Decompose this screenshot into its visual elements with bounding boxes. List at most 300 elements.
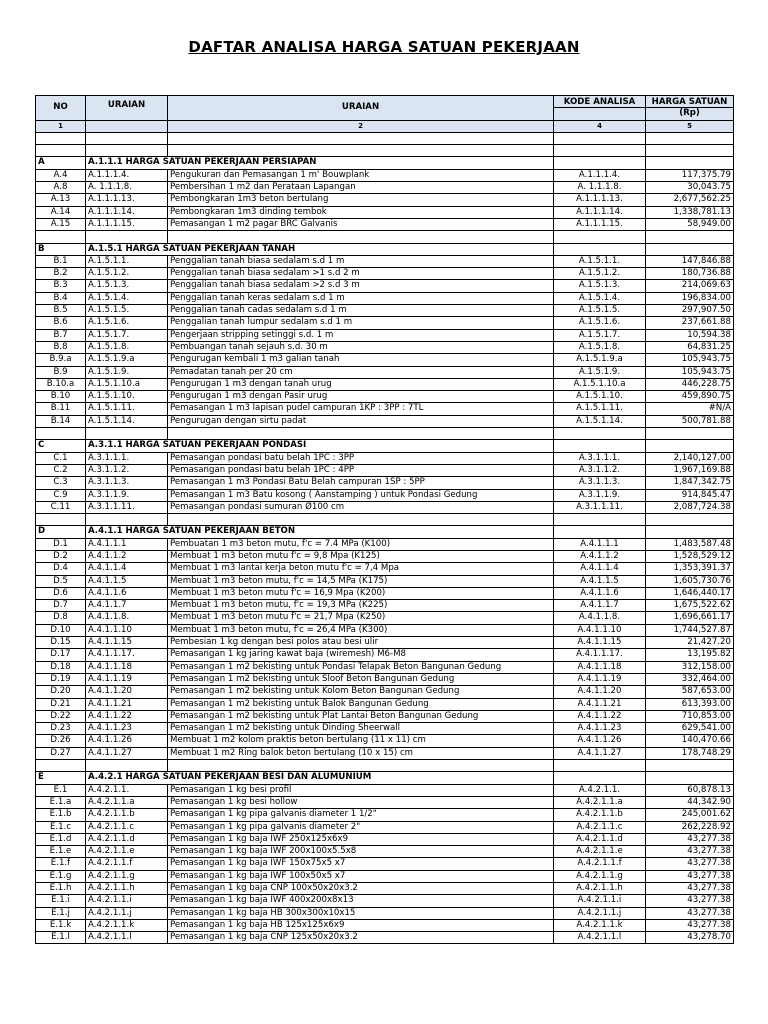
row-harga-satuan: 214,069.63 [646,280,734,292]
row-no: E.1.a [36,796,86,808]
row-harga-satuan: 43,277.38 [646,858,734,870]
row-no: E.1 [36,784,86,796]
row-no: D.1 [36,538,86,550]
row-harga-satuan: 10,594.38 [646,329,734,341]
header-uraian-left: URAIAN [86,96,168,121]
row-code: A.4.2.1.1.f [86,858,168,870]
row-kode-analisa: A.3.1.1.11. [554,501,646,513]
num-uraian: 2 [168,120,554,132]
row-description: Pemasangan 1 m3 lapisan pudel campuran 1KP : 3PP : 7TL [168,403,554,415]
row-harga-satuan: 500,781.88 [646,415,734,427]
blank-cell [554,760,646,772]
row-code: A.1.5.1.7. [86,329,168,341]
num-kode: 4 [554,120,646,132]
table-row [36,354,734,366]
row-kode-analisa: A.4.2.1.1.l [554,932,646,944]
table-row [36,378,734,390]
table-row [36,698,734,710]
row-code: A.4.1.1.4 [86,563,168,575]
row-no: D.20 [36,686,86,698]
row-description: Pemasangan 1 kg baja IWF 200x100x5.5x8 [168,846,554,858]
row-code: A.1.1.1.13. [86,194,168,206]
row-no: B.7 [36,329,86,341]
row-no: D.18 [36,661,86,673]
row-description: Pemadatan tanah per 20 cm [168,366,554,378]
row-kode-analisa: A.4.2.1.1.i [554,895,646,907]
row-harga-satuan: 43,277.38 [646,895,734,907]
row-kode-analisa: A.4.1.1.22 [554,710,646,722]
blank-cell [554,514,646,526]
row-harga-satuan: 43,277.38 [646,833,734,845]
row-no: D.15 [36,637,86,649]
row-no: D.21 [36,698,86,710]
row-no: C.2 [36,464,86,476]
row-kode-analisa: A.4.1.1.18 [554,661,646,673]
row-description: Membuat 1 m2 Ring balok beton bertulang (10 x 15) cm [168,747,554,759]
row-harga-satuan: 1,847,342.75 [646,477,734,489]
row-no: A.14 [36,206,86,218]
row-no: B.3 [36,280,86,292]
row-description: Penggalian tanah cadas sedalam s.d 1 m [168,305,554,317]
row-harga-satuan: 64,831.25 [646,341,734,353]
table-row [36,895,734,907]
row-harga-satuan: 332,464.00 [646,673,734,685]
row-description: Pemasangan 1 kg jaring kawat baja (wiremesh) M6-M8 [168,649,554,661]
row-no: A.15 [36,218,86,230]
row-no: B.9.a [36,354,86,366]
section-kode-blank [554,772,646,784]
row-no: C.11 [36,501,86,513]
blank-cell [86,132,168,144]
row-description: Pengurugan dengan sirtu padat [168,415,554,427]
row-kode-analisa: A.4.1.1.4 [554,563,646,575]
row-harga-satuan: 180,736.88 [646,268,734,280]
table-row [36,280,734,292]
table-row [36,686,734,698]
price-analysis-table [35,95,734,944]
row-code: A.4.2.1.1.c [86,821,168,833]
row-kode-analisa: A.3.1.1.1. [554,452,646,464]
row-harga-satuan: 245,001.62 [646,809,734,821]
row-no: E.1.h [36,883,86,895]
row-kode-analisa: A.4.1.1.20 [554,686,646,698]
row-description: Pengurugan 1 m3 dengan Pasir urug [168,391,554,403]
row-no: D.6 [36,587,86,599]
row-code: A.4.2.1.1.j [86,907,168,919]
row-kode-analisa: A.4.2.1.1.j [554,907,646,919]
row-no: D.23 [36,723,86,735]
table-row [36,710,734,722]
row-code: A.4.1.1.17. [86,649,168,661]
table-row [36,169,734,181]
row-kode-analisa: A.4.2.1.1.e [554,846,646,858]
row-harga-satuan: 117,375.79 [646,169,734,181]
table-row [36,809,734,821]
section-letter: A [36,157,86,169]
row-harga-satuan: 1,967,169.88 [646,464,734,476]
section-title: A.4.1.1 HARGA SATUAN PEKERJAAN BETON [86,526,554,538]
row-no: B.8 [36,341,86,353]
table-row [36,624,734,636]
row-code: A.4.2.1.1.g [86,870,168,882]
row-description: Pemasangan 1 m2 bekisting untuk Plat Lantai Beton Bangunan Gedung [168,710,554,722]
row-harga-satuan: 43,277.38 [646,846,734,858]
section-harga-blank [646,243,734,255]
row-code: A.1.5.1.3. [86,280,168,292]
row-description: Pembongkaran 1m3 dinding tembok [168,206,554,218]
row-description: Pengurugan 1 m3 dengan tanah urug [168,378,554,390]
row-code: A.4.1.1.10 [86,624,168,636]
row-code: A. 1.1.1.8. [86,182,168,194]
row-description: Pemasangan 1 kg baja IWF 100x50x5 x7 [168,870,554,882]
row-code: A.1.1.1.14. [86,206,168,218]
blank-cell [554,428,646,440]
table-row [36,661,734,673]
row-code: A.4.1.1.20 [86,686,168,698]
row-kode-analisa: A.4.1.1.5 [554,575,646,587]
row-code: A.1.5.1.10. [86,391,168,403]
row-description: Pemasangan 1 m2 bekisting untuk Pondasi Telapak Beton Bangunan Gedung [168,661,554,673]
row-code: A.4.1.1.1 [86,538,168,550]
row-description: Pemasangan 1 kg baja HB 300x300x10x15 [168,907,554,919]
row-no: D.8 [36,612,86,624]
blank-cell [36,145,86,157]
table-row [36,501,734,513]
row-description: Pemasangan 1 kg baja CNP 125x50x20x3.2 [168,932,554,944]
table-row [36,858,734,870]
section-header-row [36,772,734,784]
row-description: Pembersihan 1 m2 dan Perataan Lapangan [168,182,554,194]
table-row [36,563,734,575]
row-code: A.3.1.1.3. [86,477,168,489]
table-row [36,550,734,562]
row-code: A.1.5.1.4. [86,292,168,304]
spacer-row [36,145,734,157]
row-no: B.14 [36,415,86,427]
blank-cell [168,428,554,440]
section-title: A.1.1.1 HARGA SATUAN PEKERJAAN PERSIAPAN [86,157,554,169]
row-code: A.4.1.1.7 [86,600,168,612]
table-row [36,587,734,599]
blank-cell [36,760,86,772]
row-code: A.4.2.1.1. [86,784,168,796]
page-title: DAFTAR ANALISA HARGA SATUAN PEKERJAAN [188,38,580,56]
row-no: E.1.f [36,858,86,870]
table-row [36,833,734,845]
blank-cell [646,145,734,157]
table-row [36,391,734,403]
row-kode-analisa: A.1.1.1.15. [554,218,646,230]
row-harga-satuan: 43,277.38 [646,919,734,931]
header-number-row [36,120,734,132]
row-kode-analisa: A.4.2.1.1.k [554,919,646,931]
row-no: B.10.a [36,378,86,390]
row-no: E.1.e [36,846,86,858]
row-kode-analisa: A.4.1.1.17. [554,649,646,661]
table-row [36,747,734,759]
row-kode-analisa: A.4.2.1.1.h [554,883,646,895]
row-no: B.9 [36,366,86,378]
table-row [36,784,734,796]
row-description: Pemasangan 1 kg besi profil [168,784,554,796]
row-harga-satuan: 710,853.00 [646,710,734,722]
header-no: NO [36,96,86,121]
spacer-row [36,231,734,243]
row-no: D.5 [36,575,86,587]
blank-cell [646,132,734,144]
row-harga-satuan: 914,845.47 [646,489,734,501]
table-row [36,403,734,415]
row-description: Membuat 1 m3 beton mutu f'c = 16,9 Mpa (K200) [168,587,554,599]
row-no: E.1.k [36,919,86,931]
blank-cell [86,760,168,772]
row-code: A.1.5.1.6. [86,317,168,329]
blank-cell [646,514,734,526]
row-no: B.2 [36,268,86,280]
header-kode-blank [554,108,646,120]
table-row [36,366,734,378]
table-row [36,415,734,427]
row-kode-analisa: A.4.2.1.1.b [554,809,646,821]
row-harga-satuan: 178,748.29 [646,747,734,759]
row-no: D.10 [36,624,86,636]
row-harga-satuan: 629,541.00 [646,723,734,735]
row-kode-analisa: A.1.1.1.4. [554,169,646,181]
row-no: E.1.j [36,907,86,919]
row-description: Pembuatan 1 m3 beton mutu, f'c = 7.4 MPa (K100) [168,538,554,550]
row-code: A.4.2.1.1.l [86,932,168,944]
row-no: C.1 [36,452,86,464]
row-kode-analisa: A.3.1.1.3. [554,477,646,489]
table-row [36,723,734,735]
header-row [36,96,734,108]
table-row [36,292,734,304]
row-harga-satuan: 1,696,661.17 [646,612,734,624]
row-description: Pembongkaran 1m3 beton bertulang [168,194,554,206]
row-code: A.1.5.1.14. [86,415,168,427]
row-kode-analisa: A. 1.1.1.8. [554,182,646,194]
section-kode-blank [554,526,646,538]
row-kode-analisa: A.4.2.1.1.d [554,833,646,845]
row-harga-satuan: 44,342.90 [646,796,734,808]
row-code: A.3.1.1.1. [86,452,168,464]
spacer-row [36,760,734,772]
row-description: Pemasangan pondasi batu belah 1PC : 4PP [168,464,554,476]
row-harga-satuan: 2,677,562.25 [646,194,734,206]
table-row [36,452,734,464]
table-row [36,796,734,808]
row-kode-analisa: A.4.1.1.1 [554,538,646,550]
row-kode-analisa: A.4.1.1.19 [554,673,646,685]
row-harga-satuan: 13,195.82 [646,649,734,661]
row-kode-analisa: A.4.1.1.10 [554,624,646,636]
section-kode-blank [554,243,646,255]
row-description: Pemasangan 1 m2 bekisting untuk Kolom Beton Bangunan Gedung [168,686,554,698]
row-no: C.9 [36,489,86,501]
table-row [36,489,734,501]
row-no: A.4 [36,169,86,181]
row-code: A.4.2.1.1.b [86,809,168,821]
row-description: Pemasangan 1 kg baja IWF 150x75x5 x7 [168,858,554,870]
row-description: Pengukuran dan Pemasangan 1 m' Bouwplank [168,169,554,181]
row-harga-satuan: 147,846.88 [646,255,734,267]
row-kode-analisa: A.4.1.1.26 [554,735,646,747]
table-body [36,96,734,944]
row-kode-analisa: A.4.2.1.1.f [554,858,646,870]
row-kode-analisa: A.1.5.1.8. [554,341,646,353]
row-description: Pemasangan 1 kg baja IWF 250x125x6x9 [168,833,554,845]
section-letter: B [36,243,86,255]
row-description: Membuat 1 m3 beton mutu f'c = 21,7 Mpa (K250) [168,612,554,624]
row-code: A.4.1.1.21 [86,698,168,710]
row-kode-analisa: A.1.5.1.6. [554,317,646,329]
row-kode-analisa: A.1.5.1.5. [554,305,646,317]
row-code: A.4.1.1.26 [86,735,168,747]
row-description: Pemasangan 1 m2 pagar BRC Galvanis [168,218,554,230]
row-description: Pemasangan 1 kg besi hollow [168,796,554,808]
header-uraian: URAIAN [168,96,554,121]
row-kode-analisa: A.1.5.1.11. [554,403,646,415]
row-no: E.1.b [36,809,86,821]
row-harga-satuan: 312,158.00 [646,661,734,673]
row-no: E.1.c [36,821,86,833]
row-harga-satuan: 262,228.92 [646,821,734,833]
section-kode-blank [554,440,646,452]
row-kode-analisa: A.1.5.1.10. [554,391,646,403]
row-kode-analisa: A.1.1.1.13. [554,194,646,206]
row-harga-satuan: 1,744,527.87 [646,624,734,636]
spacer-row [36,514,734,526]
section-harga-blank [646,772,734,784]
row-code: A.4.2.1.1.e [86,846,168,858]
blank-cell [36,231,86,243]
section-harga-blank [646,440,734,452]
row-code: A.1.5.1.10.a [86,378,168,390]
table-row [36,182,734,194]
table-row [36,883,734,895]
row-harga-satuan: 1,338,781.13 [646,206,734,218]
section-kode-blank [554,157,646,169]
header-unit: (Rp) [646,108,734,120]
row-no: D.7 [36,600,86,612]
row-harga-satuan: 196,834.00 [646,292,734,304]
row-description: Penggalian tanah lumpur sedalam s.d 1 m [168,317,554,329]
row-kode-analisa: A.3.1.1.2. [554,464,646,476]
blank-cell [86,145,168,157]
row-harga-satuan: 43,277.38 [646,883,734,895]
section-letter: E [36,772,86,784]
row-kode-analisa: A.4.1.1.6 [554,587,646,599]
table-row [36,919,734,931]
section-harga-blank [646,157,734,169]
row-kode-analisa: A.4.1.1.23 [554,723,646,735]
row-kode-analisa: A.1.5.1.14. [554,415,646,427]
row-harga-satuan: 43,277.38 [646,870,734,882]
row-no: D.19 [36,673,86,685]
table-row [36,637,734,649]
row-no: D.27 [36,747,86,759]
row-kode-analisa: A.1.5.1.10.a [554,378,646,390]
row-kode-analisa: A.4.1.1.7 [554,600,646,612]
row-no: D.4 [36,563,86,575]
blank-cell [86,428,168,440]
table-row [36,194,734,206]
row-code: A.4.1.1.5 [86,575,168,587]
row-code: A.4.1.1.18 [86,661,168,673]
row-kode-analisa: A.3.1.1.9. [554,489,646,501]
blank-cell [554,132,646,144]
row-code: A.4.2.1.1.i [86,895,168,907]
row-harga-satuan: 60,878.13 [646,784,734,796]
header-harga: HARGA SATUAN [646,96,734,108]
table-row [36,673,734,685]
table-row [36,575,734,587]
blank-cell [36,514,86,526]
row-kode-analisa: A.1.1.1.14. [554,206,646,218]
row-code: A.1.5.1.9.a [86,354,168,366]
row-kode-analisa: A.4.1.1.15 [554,637,646,649]
section-letter: C [36,440,86,452]
row-code: A.1.5.1.5. [86,305,168,317]
row-harga-satuan: 1,675,522.62 [646,600,734,612]
row-no: B.1 [36,255,86,267]
row-description: Pemasangan 1 m3 Batu kosong ( Aanstamping ) untuk Pondasi Gedung [168,489,554,501]
row-description: Pemasangan 1 kg pipa galvanis diameter 1 1/2" [168,809,554,821]
row-harga-satuan: 1,353,391.37 [646,563,734,575]
row-code: A.4.1.1.27 [86,747,168,759]
row-kode-analisa: A.4.1.1.27 [554,747,646,759]
row-no: A.8 [36,182,86,194]
row-kode-analisa: A.1.5.1.9. [554,366,646,378]
table-row [36,538,734,550]
row-kode-analisa: A.1.5.1.7. [554,329,646,341]
table-row [36,268,734,280]
table-row [36,317,734,329]
table-row [36,329,734,341]
row-kode-analisa: A.4.1.1.2 [554,550,646,562]
blank-cell [168,760,554,772]
header-kode: KODE ANALISA [554,96,646,108]
row-kode-analisa: A.4.2.1.1. [554,784,646,796]
row-code: A.3.1.1.2. [86,464,168,476]
row-code: A.1.5.1.8. [86,341,168,353]
row-description: Penggalian tanah biasa sedalam >1 s.d 2 m [168,268,554,280]
blank-cell [554,231,646,243]
blank-cell [86,514,168,526]
row-harga-satuan: 43,277.38 [646,907,734,919]
row-harga-satuan: 1,528,529.12 [646,550,734,562]
section-letter: D [36,526,86,538]
blank-cell [36,132,86,144]
table-row [36,255,734,267]
row-code: A.4.2.1.1.d [86,833,168,845]
table-row [36,218,734,230]
section-title: A.3.1.1 HARGA SATUAN PEKERJAAN PONDASI [86,440,554,452]
table-row [36,821,734,833]
row-description: Penggalian tanah biasa sedalam s.d 1 m [168,255,554,267]
row-harga-satuan: #N/A [646,403,734,415]
row-description: Pemasangan 1 kg pipa galvanis diameter 2" [168,821,554,833]
blank-cell [646,760,734,772]
blank-cell [168,145,554,157]
row-no: B.5 [36,305,86,317]
row-kode-analisa: A.1.5.1.1. [554,255,646,267]
row-no: D.2 [36,550,86,562]
row-kode-analisa: A.1.5.1.4. [554,292,646,304]
num-blank [86,120,168,132]
row-harga-satuan: 613,393.00 [646,698,734,710]
row-no: E.1.d [36,833,86,845]
